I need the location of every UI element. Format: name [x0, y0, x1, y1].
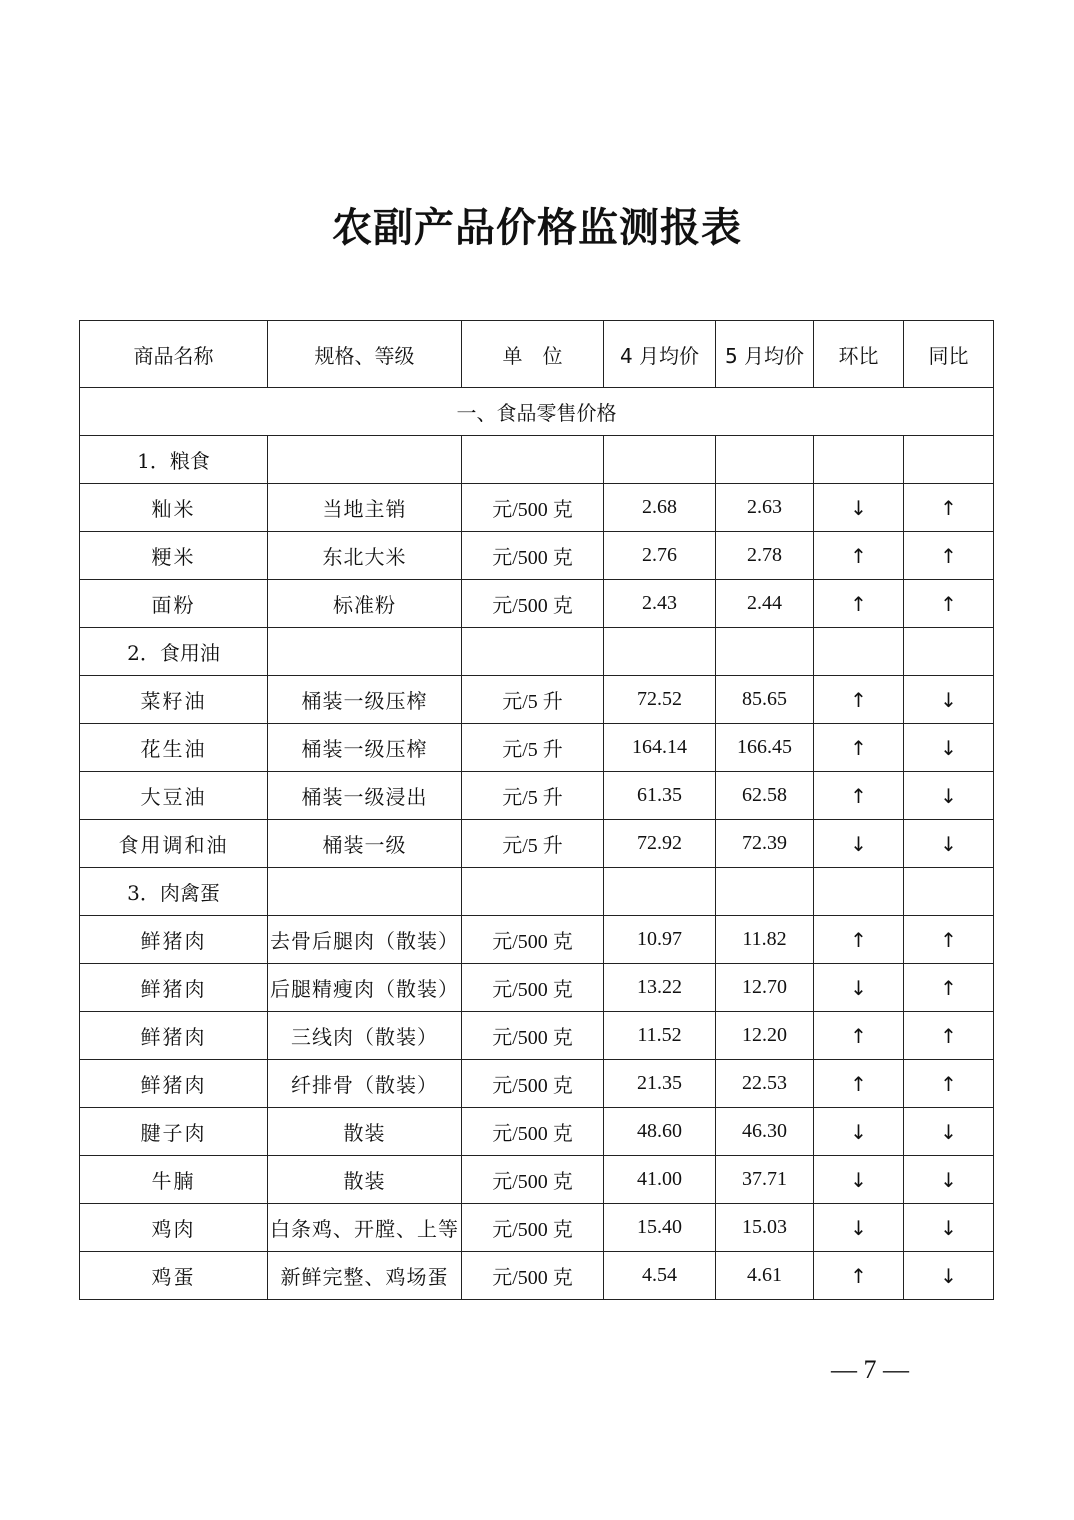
- empty-cell: [462, 436, 604, 484]
- empty-cell: [268, 868, 462, 916]
- table-row: [80, 676, 994, 724]
- year-on-year-arrow: ↓: [904, 1108, 994, 1156]
- product-unit: 元/500 克: [462, 964, 604, 1012]
- category-row: [80, 868, 994, 916]
- empty-cell: [814, 868, 904, 916]
- product-unit: 元/500 克: [462, 1252, 604, 1300]
- year-on-year-arrow: ↑: [904, 964, 994, 1012]
- year-on-year-arrow: ↑: [904, 1060, 994, 1108]
- product-unit: 元/5 升: [462, 676, 604, 724]
- product-name: 鸡肉: [80, 1204, 268, 1252]
- month-on-month-arrow: ↑: [814, 532, 904, 580]
- month-on-month-arrow: ↑: [814, 1012, 904, 1060]
- product-unit: 元/500 克: [462, 916, 604, 964]
- may-price: 2.44: [716, 580, 814, 628]
- product-spec: 新鲜完整、鸡场蛋: [268, 1252, 462, 1300]
- report-title: 农副产品价格监测报表: [332, 204, 742, 251]
- table-row: [80, 532, 994, 580]
- product-spec: 去骨后腿肉（散装）: [268, 916, 462, 964]
- year-on-year-arrow: ↑: [904, 532, 994, 580]
- month-on-month-arrow: ↓: [814, 1204, 904, 1252]
- april-price: 41.00: [604, 1156, 716, 1204]
- product-spec: 白条鸡、开膛、上等: [268, 1204, 462, 1252]
- table-row: [80, 1012, 994, 1060]
- header-april-avg: 4 月均价: [604, 321, 716, 388]
- may-price: 2.63: [716, 484, 814, 532]
- empty-cell: [268, 628, 462, 676]
- year-on-year-arrow: ↓: [904, 1252, 994, 1300]
- empty-cell: [268, 436, 462, 484]
- year-on-year-arrow: ↓: [904, 1204, 994, 1252]
- product-unit: 元/500 克: [462, 1060, 604, 1108]
- header-unit: 单 位: [462, 321, 604, 388]
- may-price: 46.30: [716, 1108, 814, 1156]
- header-row: [80, 321, 994, 388]
- month-on-month-arrow: ↑: [814, 1060, 904, 1108]
- product-unit: 元/500 克: [462, 1156, 604, 1204]
- empty-cell: [814, 436, 904, 484]
- april-price: 72.92: [604, 820, 716, 868]
- empty-cell: [716, 436, 814, 484]
- product-spec: 纤排骨（散装）: [268, 1060, 462, 1108]
- product-unit: 元/500 克: [462, 580, 604, 628]
- table-row: [80, 964, 994, 1012]
- year-on-year-arrow: ↓: [904, 724, 994, 772]
- category-label: 2．食用油: [80, 628, 268, 676]
- table-row: [80, 1204, 994, 1252]
- table-row: [80, 1156, 994, 1204]
- april-price: 48.60: [604, 1108, 716, 1156]
- april-price: 15.40: [604, 1204, 716, 1252]
- product-name: 籼米: [80, 484, 268, 532]
- category-row: [80, 436, 994, 484]
- month-on-month-arrow: ↑: [814, 724, 904, 772]
- product-unit: 元/5 升: [462, 724, 604, 772]
- month-on-month-arrow: ↑: [814, 676, 904, 724]
- may-price: 2.78: [716, 532, 814, 580]
- april-price: 72.52: [604, 676, 716, 724]
- table-row: [80, 916, 994, 964]
- product-name: 鲜猪肉: [80, 916, 268, 964]
- product-unit: 元/500 克: [462, 532, 604, 580]
- month-on-month-arrow: ↓: [814, 484, 904, 532]
- month-on-month-arrow: ↑: [814, 1252, 904, 1300]
- product-name: 鲜猪肉: [80, 964, 268, 1012]
- empty-cell: [716, 628, 814, 676]
- april-price: 164.14: [604, 724, 716, 772]
- month-on-month-arrow: ↓: [814, 964, 904, 1012]
- price-table: [79, 320, 994, 1300]
- table-row: [80, 820, 994, 868]
- april-price: 4.54: [604, 1252, 716, 1300]
- product-name: 菜籽油: [80, 676, 268, 724]
- empty-cell: [814, 628, 904, 676]
- may-price: 4.61: [716, 1252, 814, 1300]
- table-row: [80, 1060, 994, 1108]
- month-on-month-arrow: ↑: [814, 772, 904, 820]
- category-label: 1．粮食: [80, 436, 268, 484]
- product-name: 牛腩: [80, 1156, 268, 1204]
- may-price: 15.03: [716, 1204, 814, 1252]
- april-price: 11.52: [604, 1012, 716, 1060]
- table-row: [80, 772, 994, 820]
- category-row: [80, 628, 994, 676]
- month-on-month-arrow: ↓: [814, 1108, 904, 1156]
- table-row: [80, 1252, 994, 1300]
- header-may-avg: 5 月均价: [716, 321, 814, 388]
- month-on-month-arrow: ↓: [814, 1156, 904, 1204]
- product-spec: 桶装一级压榨: [268, 724, 462, 772]
- header-month-on-month: 环比: [814, 321, 904, 388]
- product-spec: 后腿精瘦肉（散装）: [268, 964, 462, 1012]
- product-spec: 标准粉: [268, 580, 462, 628]
- may-price: 12.20: [716, 1012, 814, 1060]
- product-spec: 当地主销: [268, 484, 462, 532]
- year-on-year-arrow: ↑: [904, 916, 994, 964]
- product-unit: 元/5 升: [462, 772, 604, 820]
- year-on-year-arrow: ↓: [904, 676, 994, 724]
- table-row: [80, 580, 994, 628]
- product-spec: 东北大米: [268, 532, 462, 580]
- may-price: 12.70: [716, 964, 814, 1012]
- may-price: 37.71: [716, 1156, 814, 1204]
- product-unit: 元/500 克: [462, 1108, 604, 1156]
- april-price: 2.76: [604, 532, 716, 580]
- product-spec: 桶装一级浸出: [268, 772, 462, 820]
- april-price: 10.97: [604, 916, 716, 964]
- empty-cell: [904, 436, 994, 484]
- year-on-year-arrow: ↑: [904, 484, 994, 532]
- may-price: 62.58: [716, 772, 814, 820]
- page-number: — 7 —: [831, 1355, 909, 1384]
- product-name: 花生油: [80, 724, 268, 772]
- product-spec: 散装: [268, 1108, 462, 1156]
- empty-cell: [462, 628, 604, 676]
- section-title: 一、食品零售价格: [80, 388, 994, 436]
- product-spec: 三线肉（散装）: [268, 1012, 462, 1060]
- year-on-year-arrow: ↑: [904, 580, 994, 628]
- month-on-month-arrow: ↑: [814, 580, 904, 628]
- product-name: 鲜猪肉: [80, 1012, 268, 1060]
- empty-cell: [604, 868, 716, 916]
- may-price: 85.65: [716, 676, 814, 724]
- product-unit: 元/500 克: [462, 1204, 604, 1252]
- empty-cell: [604, 628, 716, 676]
- header-name: 商品名称: [80, 321, 268, 388]
- may-price: 166.45: [716, 724, 814, 772]
- april-price: 13.22: [604, 964, 716, 1012]
- empty-cell: [462, 868, 604, 916]
- product-name: 鲜猪肉: [80, 1060, 268, 1108]
- empty-cell: [716, 868, 814, 916]
- april-price: 21.35: [604, 1060, 716, 1108]
- section-row: [80, 388, 994, 436]
- product-unit: 元/500 克: [462, 1012, 604, 1060]
- empty-cell: [604, 436, 716, 484]
- april-price: 2.68: [604, 484, 716, 532]
- product-unit: 元/500 克: [462, 484, 604, 532]
- april-price: 2.43: [604, 580, 716, 628]
- may-price: 11.82: [716, 916, 814, 964]
- product-spec: 散装: [268, 1156, 462, 1204]
- year-on-year-arrow: ↑: [904, 1012, 994, 1060]
- product-name: 食用调和油: [80, 820, 268, 868]
- may-price: 22.53: [716, 1060, 814, 1108]
- month-on-month-arrow: ↓: [814, 820, 904, 868]
- year-on-year-arrow: ↓: [904, 772, 994, 820]
- product-name: 面粉: [80, 580, 268, 628]
- table-row: [80, 1108, 994, 1156]
- month-on-month-arrow: ↑: [814, 916, 904, 964]
- product-name: 粳米: [80, 532, 268, 580]
- year-on-year-arrow: ↓: [904, 820, 994, 868]
- product-unit: 元/5 升: [462, 820, 604, 868]
- may-price: 72.39: [716, 820, 814, 868]
- product-name: 腱子肉: [80, 1108, 268, 1156]
- april-price: 61.35: [604, 772, 716, 820]
- product-spec: 桶装一级压榨: [268, 676, 462, 724]
- table-row: [80, 724, 994, 772]
- header-year-on-year: 同比: [904, 321, 994, 388]
- category-label: 3．肉禽蛋: [80, 868, 268, 916]
- product-name: 大豆油: [80, 772, 268, 820]
- empty-cell: [904, 628, 994, 676]
- table-row: [80, 484, 994, 532]
- empty-cell: [904, 868, 994, 916]
- year-on-year-arrow: ↓: [904, 1156, 994, 1204]
- product-name: 鸡蛋: [80, 1252, 268, 1300]
- product-spec: 桶装一级: [268, 820, 462, 868]
- header-spec: 规格、等级: [268, 321, 462, 388]
